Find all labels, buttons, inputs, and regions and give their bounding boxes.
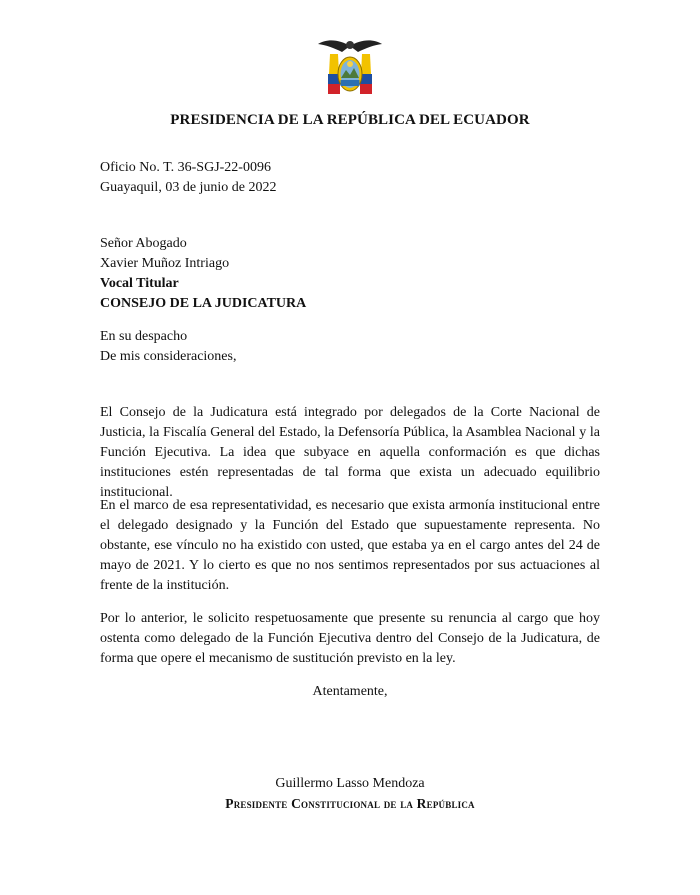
- page-title: PRESIDENCIA DE LA REPÚBLICA DEL ECUADOR: [170, 112, 530, 128]
- recipient-block: [100, 234, 600, 314]
- recipient-name: Xavier Muñoz Intriago: [100, 256, 230, 271]
- reference-block: [100, 158, 600, 198]
- recipient-position: Vocal Titular: [100, 276, 179, 291]
- body-paragraph: El Consejo de la Judicatura está integrado por delegados de la Corte Nacional de Justicia, la Fiscalía General del Estado, la Defensoría Pública, la Asamblea Nacional y la Función Ejecutiva. La idea que subyace en aquella conformación es que dichas instituciones estén representadas de tal forma que exista un adecuado equilibrio institucional.: [100, 405, 600, 500]
- signer-name: Guillermo Lasso Mendoza: [275, 776, 425, 791]
- recipient-institution: CONSEJO DE LA JUDICATURA: [100, 296, 307, 311]
- oficio-number: Oficio No. T. 36-SGJ-22-0096: [100, 160, 271, 175]
- greeting-line: En su despacho: [100, 329, 188, 344]
- greeting-line: De mis consideraciones,: [100, 349, 237, 364]
- recipient-salutation: Señor Abogado: [100, 236, 187, 251]
- body-paragraph: Por lo anterior, le solicito respetuosamente que presente su renuncia al cargo que hoy ostenta como delegado de la Función Ejecutiva dentro del Consejo de la Judicatura, de forma que opere el mecanismo de sustitución previsto en la ley.: [100, 611, 600, 666]
- body-paragraph: En el marco de esa representatividad, es necesario que exista armonía institucional entre el delegado designado y la Función del Estado que supuestamente representa. No obstante, ese vínculo no ha existido con usted, que estaba ya en el cargo antes del 24 de mayo de 2021. Y lo cierto es que no nos sentimos representados por sus actuaciones al frente de la institución.: [100, 498, 600, 593]
- signer-title: Presidente Constitucional de la República: [225, 796, 475, 811]
- place-date: Guayaquil, 03 de junio de 2022: [100, 180, 277, 195]
- greeting-block: [100, 327, 600, 367]
- closing: Atentamente,: [312, 684, 388, 699]
- coat-of-arms-icon: [316, 36, 384, 98]
